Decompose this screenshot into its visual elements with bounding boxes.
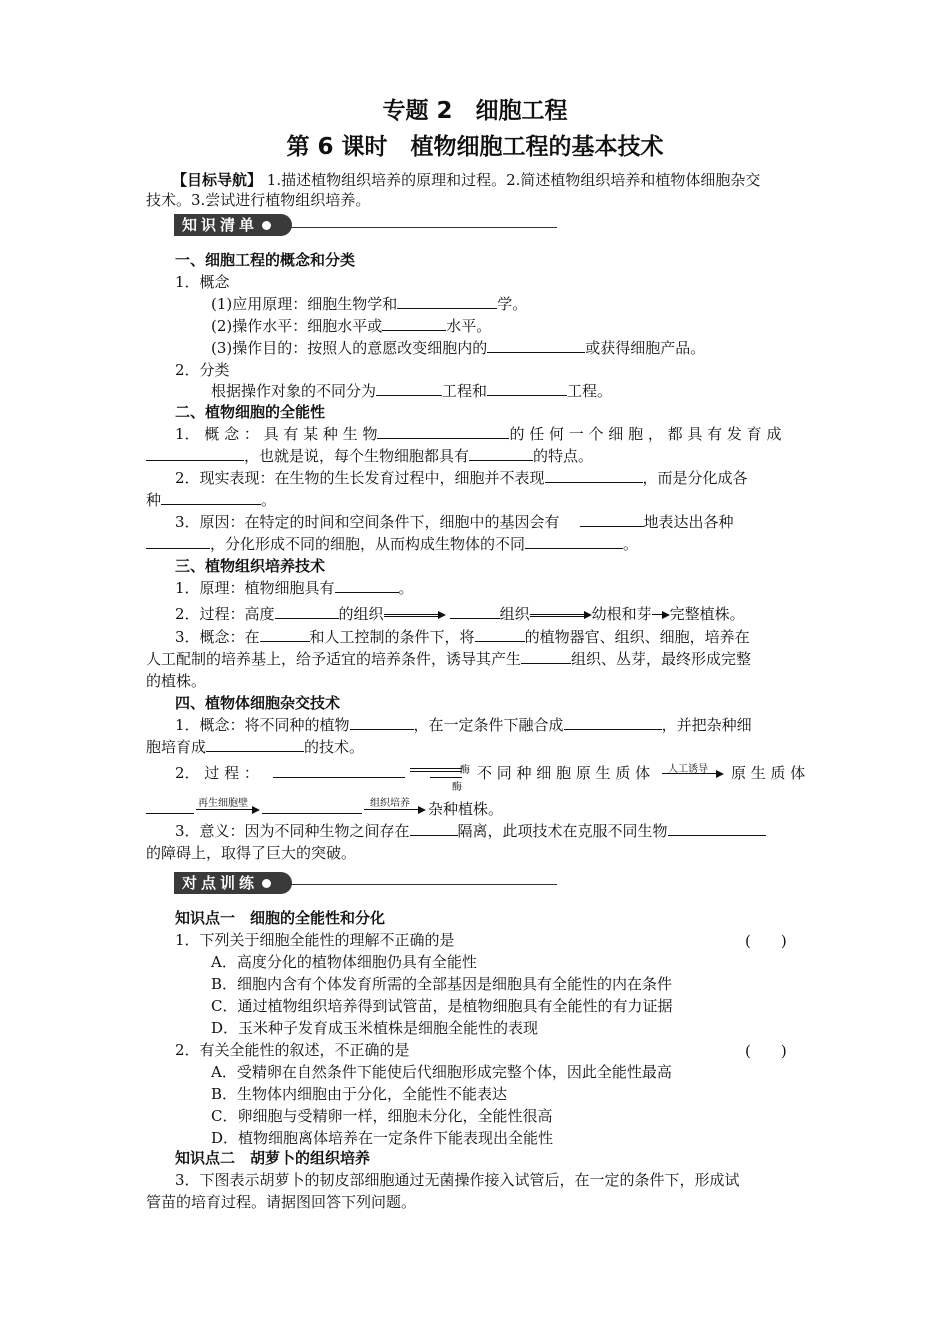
- answer-blank[interactable]: [382, 316, 446, 331]
- knowledge-point-heading: 知识点一 细胞的全能性和分化: [175, 909, 386, 927]
- answer-blank[interactable]: [377, 424, 509, 439]
- section-heading: 二、植物细胞的全能性: [175, 403, 326, 421]
- bullet-dot-icon: [262, 221, 271, 230]
- knowledge-list-bar: 知识清单: [174, 214, 292, 236]
- arrow-right-icon: [662, 769, 724, 779]
- answer-blank[interactable]: [350, 715, 414, 730]
- answer-paren[interactable]: ( ): [745, 932, 787, 950]
- text-line: 3．原因：在特定的时间和空间条件下，细胞中的基因会有 地表达出各种: [175, 513, 734, 531]
- objectives-line-1: 【目标导航】 1.描述植物组织培养的原理和过程。2.简述植物组织培养和植物体细胞杂交: [172, 171, 761, 189]
- answer-blank[interactable]: [545, 468, 643, 483]
- text-line: 原 生 质 体: [731, 764, 806, 782]
- lesson-title: 第 6 课时 植物细胞工程的基本技术: [286, 134, 664, 160]
- text-line: 胞培育成 的技术。: [146, 738, 365, 756]
- answer-blank[interactable]: [450, 604, 500, 619]
- answer-blank[interactable]: [487, 381, 567, 396]
- bullet-dot-icon: [262, 879, 271, 888]
- divider-line: [284, 884, 557, 885]
- answer-blank[interactable]: [376, 381, 442, 396]
- text-line: (1)应用原理：细胞生物学和 学。: [211, 295, 528, 313]
- option-c[interactable]: C．通过植物组织培养得到试管苗，是植物细胞具有全能性的有力证据: [211, 997, 673, 1015]
- process-line: 2． 过 程 ：: [175, 763, 405, 783]
- section-heading: 四、植物体细胞杂交技术: [175, 694, 341, 712]
- arrow-right-icon: [364, 805, 426, 815]
- answer-blank[interactable]: [580, 512, 644, 527]
- option-d[interactable]: D．植物细胞离体培养在一定条件下能表现出全能性: [211, 1129, 554, 1147]
- section-heading: 三、植物组织培养技术: [175, 557, 326, 575]
- question-3: 3．下图表示胡萝卜的韧皮部细胞通过无菌操作接入试管后，在一定的条件下，形成试: [175, 1171, 740, 1189]
- answer-blank[interactable]: [410, 821, 458, 836]
- text-line: 1．概念：将不同种的植物 ，在一定条件下融合成 ，并把杂种细: [175, 716, 752, 734]
- answer-blank[interactable]: [487, 338, 585, 353]
- text-line: 3．概念：在 和人工控制的条件下，将 的植物器官、组织、细胞，培养在: [175, 628, 750, 646]
- enzyme-label: 酶: [452, 782, 462, 793]
- text-line: 3．意义：因为不同种生物之间存在 隔离，此项技术在克服不同生物: [175, 821, 766, 841]
- objectives-line-2: 技术。3.尝试进行植物组织培养。: [146, 191, 371, 209]
- answer-blank[interactable]: [146, 446, 244, 461]
- option-d[interactable]: D．玉米种子发育成玉米植株是细胞全能性的表现: [211, 1019, 539, 1037]
- process-line: [146, 799, 194, 819]
- answer-blank[interactable]: [273, 763, 405, 778]
- text-line: 2．分类: [175, 361, 230, 379]
- answer-blank[interactable]: [146, 534, 210, 549]
- answer-blank[interactable]: [275, 604, 339, 619]
- question-3-cont: 管苗的培育过程。请据图回答下列问题。: [146, 1193, 417, 1211]
- objectives-label: 【目标导航】: [172, 171, 263, 189]
- answer-blank[interactable]: [475, 627, 525, 642]
- answer-blank[interactable]: [206, 737, 304, 752]
- text-line: 种 。: [146, 491, 277, 509]
- text-line: 根据操作对象的不同分为 工程和 工程。: [211, 382, 613, 400]
- arrow-right-icon: [652, 610, 670, 620]
- text-line: (2)操作水平：细胞水平或 水平。: [211, 317, 492, 335]
- text-line: ，也就是说，每个生物细胞都具有 的特点。: [146, 446, 593, 466]
- enzyme-arrows: [410, 764, 470, 793]
- induce-arrow: 人工诱导: [662, 762, 728, 782]
- enzyme-label: 酶: [460, 765, 470, 776]
- practice-bar: 对点训练: [174, 872, 292, 894]
- arrow-right-icon: [384, 610, 446, 620]
- answer-blank[interactable]: [525, 534, 623, 549]
- text-line: 杂种植株。: [428, 800, 504, 818]
- text-line: 的障碍上，取得了巨大的突破。: [146, 844, 357, 862]
- answer-blank[interactable]: [668, 821, 766, 836]
- regenerate-wall-arrow: 再生细胞壁: [196, 795, 262, 815]
- knowledge-point-heading: 知识点二 胡萝卜的组织培养: [175, 1149, 371, 1167]
- option-b[interactable]: B．生物体内细胞由于分化，全能性不能表达: [211, 1085, 508, 1103]
- answer-blank[interactable]: [397, 294, 497, 309]
- tissue-culture-arrow: 组织培养: [364, 795, 428, 815]
- process-line: 2．过程：高度 的组织 组织 幼根和芽 完整植株。: [175, 605, 745, 623]
- option-a[interactable]: A．高度分化的植物体细胞仍具有全能性: [211, 953, 477, 971]
- option-a[interactable]: A．受精卵在自然条件下能使后代细胞形成完整个体，因此全能性最高: [211, 1063, 672, 1081]
- answer-blank[interactable]: [262, 799, 362, 814]
- answer-blank[interactable]: [146, 799, 194, 814]
- text-line: 的植株。: [146, 672, 207, 690]
- answer-blank[interactable]: [161, 490, 261, 505]
- question-2: 2．有关全能性的叙述，不正确的是: [175, 1041, 410, 1059]
- text-line: 1．原理：植物细胞具有 。: [175, 579, 414, 597]
- text-line: 1． 概 念 ： 具 有 某 种 生 物 的 任 何 一 个 细 胞 ， 都 具 有 发 育 成: [175, 425, 782, 443]
- answer-blank[interactable]: [260, 627, 310, 642]
- text-line: 不 同 种 细 胞 原 生 质 体: [477, 764, 651, 782]
- section-heading: 一、细胞工程的概念和分类: [175, 251, 356, 269]
- answer-blank[interactable]: [521, 649, 571, 664]
- page-title: 专题 2 细胞工程: [382, 98, 568, 124]
- divider-line: [284, 227, 557, 228]
- option-b[interactable]: B．细胞内含有个体发育所需的全部基因是细胞具有全能性的内在条件: [211, 975, 673, 993]
- answer-blank[interactable]: [469, 446, 533, 461]
- question-1: 1．下列关于细胞全能性的理解不正确的是: [175, 931, 455, 949]
- answer-paren[interactable]: ( ): [745, 1042, 787, 1060]
- arrow-right-icon: [530, 610, 592, 620]
- text-line: 人工配制的培养基上，给予适宜的培养条件，诱导其产生 组织、丛芽，最终形成完整: [146, 650, 752, 668]
- answer-blank[interactable]: [564, 715, 662, 730]
- text-line: (3)操作目的：按照人的意愿改变细胞内的 或获得细胞产品。: [211, 339, 706, 357]
- text-line: ，分化形成不同的细胞，从而构成生物体的不同 。: [146, 534, 638, 554]
- arrow-right-icon: [196, 805, 260, 815]
- answer-blank[interactable]: [335, 578, 399, 593]
- option-c[interactable]: C．卵细胞与受精卵一样，细胞未分化，全能性很高: [211, 1107, 553, 1125]
- text-line: 2．现实表现：在生物的生长发育过程中，细胞并不表现 ，而是分化成各: [175, 469, 748, 487]
- text-line: 1．概念: [175, 273, 230, 291]
